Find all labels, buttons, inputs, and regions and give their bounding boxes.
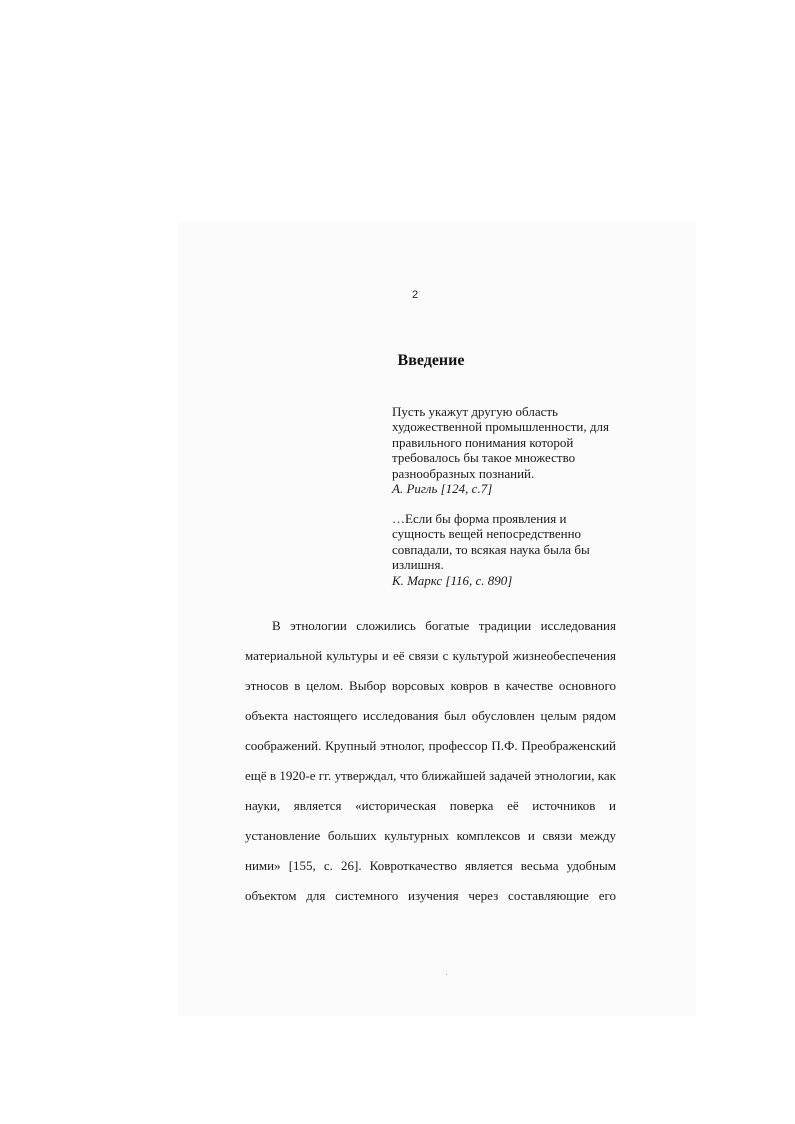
epigraph-line: художественной промышленности, для [392,419,609,435]
epigraph-line: Пусть укажут другую область [392,404,558,419]
body-line: установление больших культурных комплексов и связи между [245,828,616,843]
body-line: науки, является «историческая поверка её источников и [245,798,616,813]
epigraph-line: излишня. [392,557,444,573]
epigraph-line: сущность вещей непосредственно [392,526,582,542]
epigraph-line: …Если бы форма проявления и [392,511,567,526]
body-line: объектом для системного изучения через составляющие его [245,888,616,903]
section-title: Введение [397,352,465,369]
epigraph-line: совпадали, то всякая наука была бы [392,541,590,557]
epigraph-1 [392,404,622,496]
epigraph-2 [392,511,622,588]
body-line: этносов в целом. Выбор ворсовых ковров в качестве основного [245,678,616,693]
body-line: ними» [155, с. 26]. Ковроткачество является весьма удобным [245,858,616,873]
epigraph-line: требовалось бы такое множество [392,450,576,466]
body-line: объекта настоящего исследования был обусловлен целым рядом [245,708,616,723]
body-line: соображений. Крупный этнолог, профессор П.Ф. Преображенский [245,738,616,753]
scan-speck [446,974,447,975]
page-number: 2 [412,289,419,301]
body-paragraph [245,614,616,914]
epigraph-author: К. Маркс [116, с. 890] [392,572,513,588]
body-line: ещё в 1920-е гг. утверждал, что ближайшей задачей этнологии, как [245,768,616,783]
epigraph-author: А. Ригль [124, с.7] [392,481,493,497]
body-line: В этнологии сложились богатые традиции исследования [272,618,616,633]
body-line: материальной культуры и её связи с культурой жизнеобеспечения [245,648,616,663]
epigraph-line: правильного понимания которой [392,434,574,450]
epigraph-line: разнообразных познаний. [392,465,535,481]
